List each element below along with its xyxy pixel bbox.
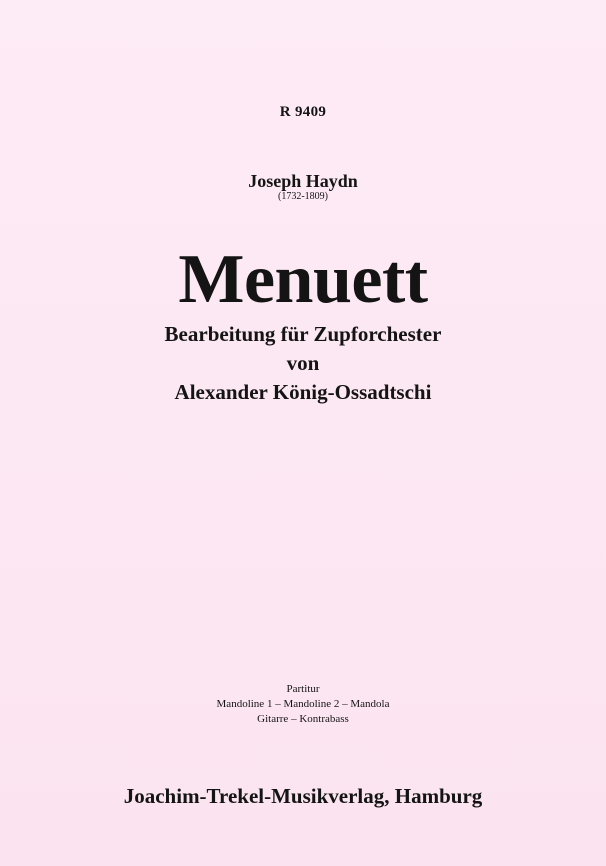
arrangement-subtitle: Bearbeitung für Zupforchester xyxy=(164,322,442,346)
instrumentation-line-2: Gitarre – Kontrabass xyxy=(257,713,349,725)
composer-lifespan: (1732-1809) xyxy=(278,191,328,202)
by-word: von xyxy=(286,351,320,375)
instrumentation-line-1: Mandoline 1 – Mandoline 2 – Mandola xyxy=(216,698,390,710)
score-label: Partitur xyxy=(286,683,320,695)
catalog-number: R 9409 xyxy=(279,104,327,120)
arranger-name: Alexander König-Ossadtschi xyxy=(174,380,432,404)
work-title: Menuett xyxy=(178,241,428,318)
publisher-name: Joachim-Trekel-Musikverlag, Hamburg xyxy=(123,784,483,808)
composer-name: Joseph Haydn xyxy=(248,171,358,191)
